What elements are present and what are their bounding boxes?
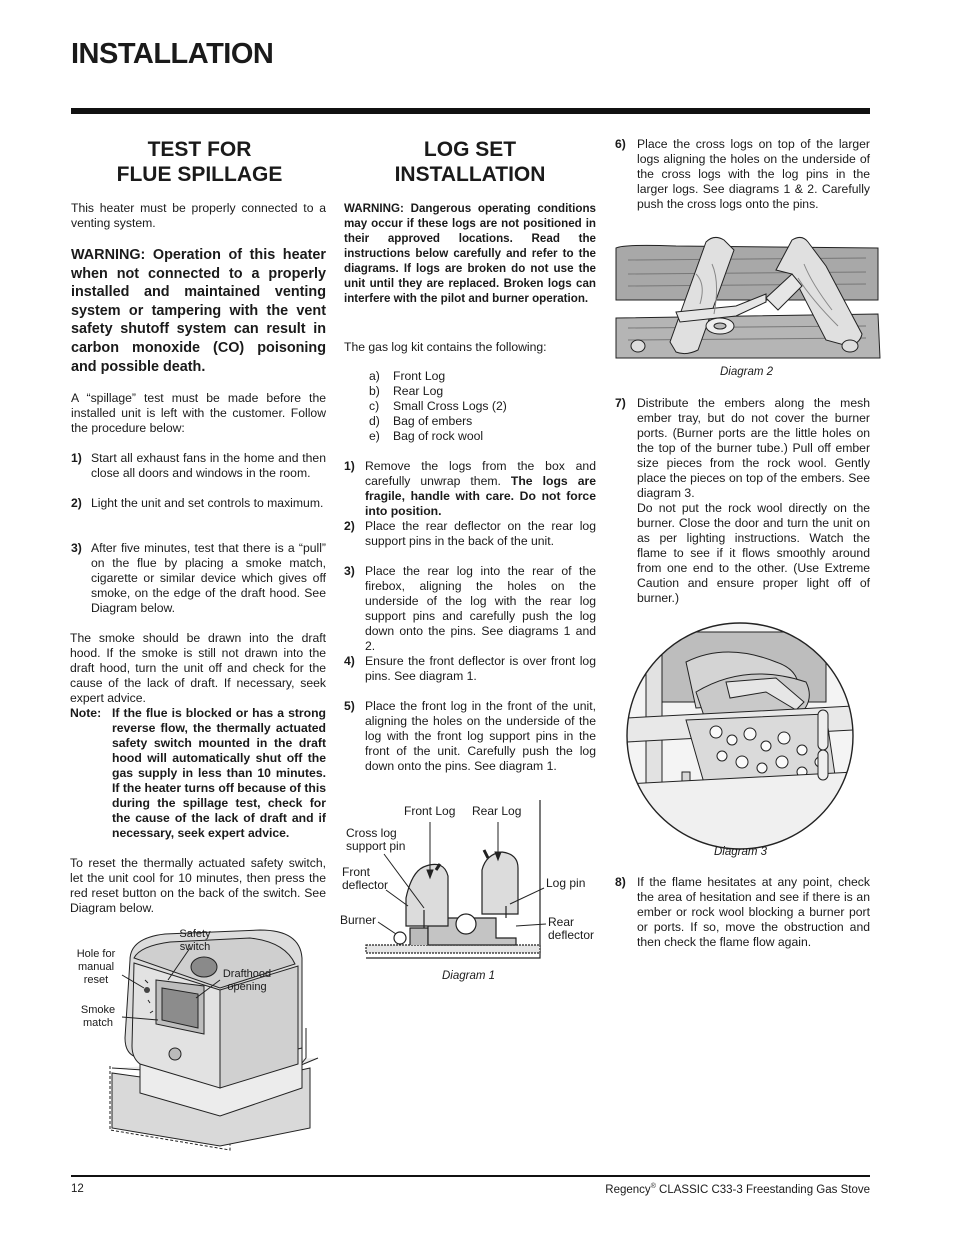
log-step-6 bbox=[615, 137, 870, 215]
kit-intro: The gas log kit contains the following: bbox=[344, 340, 547, 354]
step-number: 5) bbox=[344, 699, 355, 713]
safety-switch-label: Safety switch bbox=[179, 928, 211, 953]
step-text: Distribute the embers along the mesh ember tray, but do not cover the burner ports. (Burner ports are the little holes on the top of the burner tube.) Pull off ember size pieces from the rock wool. Gently place the pieces on top of the embers. See diagram 3. bbox=[637, 396, 870, 500]
step-7-continued: Do not put the rock wool directly on the burner. Close the door and turn the unit on as per lighting instructions. Watch the flame to see if it flows smoothly around from one end to the other. (Use Extreme Caution and ensure proper light off of burner.) bbox=[637, 501, 870, 605]
kit-item: e) Bag of rock wool bbox=[369, 429, 484, 443]
footer-rule bbox=[71, 1175, 870, 1177]
log-step-1 bbox=[344, 459, 596, 518]
step-text: Remove the logs from the box and carefully unwrap them. The logs are fragile, handle with care. Do not force into position. bbox=[365, 459, 596, 518]
footer-product: CLASSIC C33-3 Freestanding Gas Stove bbox=[655, 1183, 870, 1196]
hole-manual-reset-label: Hole for manual reset bbox=[76, 948, 116, 986]
rear-log-label: Rear Log bbox=[472, 804, 522, 818]
header-rule bbox=[71, 108, 870, 114]
flue-warning: WARNING: Operation of this heater when not connected to a properly installed and maintained venting system or tampering with the vent safety shutoff system can result in carbon monoxide (CO) poisoning and possible death. bbox=[71, 247, 326, 375]
step-text: After five minutes, test that there is a “pull” on the flue by placing a smoke match, cigarette or similar device which gives off smoke, on the edge of the draft hood. See Diagram below. bbox=[91, 541, 326, 615]
step-text: Place the rear deflector on the rear log support pins in the back of the unit. bbox=[365, 519, 596, 548]
flue-step-3 bbox=[71, 541, 326, 619]
log-step-8 bbox=[615, 875, 870, 953]
log-heading-line1: LOG SET bbox=[423, 138, 517, 161]
diagram-1-caption: Diagram 1 bbox=[442, 970, 496, 982]
step-text: Place the cross logs on top of the larger logs aligning the holes on the underside of the cross logs with the log pins in the larger logs. See diagrams 1 & 2. Carefully push the cross logs onto the pins. bbox=[637, 137, 870, 211]
front-deflector-label: Front deflector bbox=[342, 865, 389, 892]
smoke-match-label: Smoke match bbox=[80, 1004, 116, 1029]
flue-step-1 bbox=[71, 451, 326, 483]
step-number: 1) bbox=[71, 451, 82, 465]
smoke-paragraph: The smoke should be drawn into the draft hood. If the smoke is still not drawn into the draft hood, turn the unit off and check for the cause of the lack of draft. If necessary, seek expert advice. bbox=[70, 631, 326, 705]
step-text: Place the front log in the front of the unit, aligning the holes on the underside of the log with the front log support pins in the front of the unit. Carefully push the log down onto the pins. See diagram 1. bbox=[365, 699, 596, 773]
step-number: 4) bbox=[344, 654, 355, 668]
footer-brand: Regency bbox=[605, 1183, 651, 1196]
kit-item: c) Small Cross Logs (2) bbox=[369, 399, 507, 413]
kit-list bbox=[369, 369, 569, 444]
step-number: 3) bbox=[71, 541, 82, 555]
step-text: Ensure the front deflector is over front log pins. See diagram 1. bbox=[365, 654, 596, 683]
step-number: 6) bbox=[615, 137, 626, 151]
step-text: If the flame hesitates at any point, check the area of hesitation and see if there is an ember or rock wool blocking a burner port or ports. If so, move the obstruction and then check the flame flow again. bbox=[637, 875, 870, 949]
step-number: 2) bbox=[71, 496, 82, 510]
burner-label: Burner bbox=[340, 913, 377, 927]
step-number: 2) bbox=[344, 519, 355, 533]
log-step-2 bbox=[344, 519, 596, 551]
log-set-heading bbox=[344, 137, 596, 187]
kit-item: b) Rear Log bbox=[369, 384, 444, 398]
diagram-3 bbox=[626, 622, 854, 850]
cross-log-pin-label: Cross log support pin bbox=[346, 826, 406, 853]
footer-title bbox=[605, 1183, 870, 1196]
step-text: Place the rear log into the rear of the firebox, aligning the holes on the underside of the log with the rear log support pins and carefully push the log down onto the pins. See diagrams 1 and 2. bbox=[365, 564, 596, 653]
reset-hole-icon bbox=[144, 987, 150, 993]
page-number: 12 bbox=[71, 1183, 84, 1195]
flue-heading-line1: TEST FOR bbox=[147, 138, 252, 161]
step-text: Light the unit and set controls to maximum. bbox=[91, 496, 324, 510]
flue-heading-line2: FLUE SPILLAGE bbox=[116, 163, 283, 186]
step-text: Start all exhaust fans in the home and then close all doors and windows in the room. bbox=[91, 451, 326, 480]
log-step-7 bbox=[615, 396, 870, 500]
flue-spillage-heading bbox=[71, 137, 328, 187]
note-block bbox=[70, 706, 326, 846]
spillage-intro: A “spillage” test must be made before the installed unit is left with the customer. Follow the procedure below: bbox=[71, 391, 326, 435]
diagram-2 bbox=[616, 234, 882, 360]
log-warning: WARNING: Dangerous operating conditions may occur if these logs are not positioned in their approved locations. Read the instructions below carefully and refer to the diagrams. If logs are broken do not use the unit until they are replaced. Broken logs can interfere with the pilot and burner operation. bbox=[344, 202, 596, 305]
diagram-3-caption: Diagram 3 bbox=[714, 846, 768, 858]
reset-paragraph: To reset the thermally actuated safety switch, let the unit cool for 10 minutes, then press the red reset button on the back of the switch. See Diagram below. bbox=[70, 856, 326, 915]
log-heading-line2: INSTALLATION bbox=[394, 163, 546, 186]
rear-deflector-label: Rear deflector bbox=[548, 915, 595, 942]
step-number: 1) bbox=[344, 459, 355, 473]
kit-item: d) Bag of embers bbox=[369, 414, 473, 428]
drafthood-opening-label: Drafthood opening bbox=[222, 968, 272, 993]
front-log-label: Front Log bbox=[404, 804, 456, 818]
diagram-2-caption: Diagram 2 bbox=[720, 366, 774, 378]
flue-intro: This heater must be properly connected to a venting system. bbox=[71, 201, 326, 230]
note-text: If the flue is blocked or has a strong reverse flow, the thermally actuated safety switch mounted in the draft hood will automatically shut off the gas supply in less than 10 minutes. If the heater turns off because of this during the spillage test, check for the cause of the lack of draft and if necessary, seek expert advice. bbox=[112, 706, 326, 840]
log-pin-label: Log pin bbox=[546, 876, 586, 890]
footer-reg: ® bbox=[650, 1183, 656, 1190]
log-step-5 bbox=[344, 699, 596, 779]
step-number: 7) bbox=[615, 396, 626, 410]
note-label: Note: bbox=[70, 706, 102, 720]
flue-step-2 bbox=[71, 496, 326, 528]
page-title: INSTALLATION bbox=[71, 38, 274, 70]
log-step-3 bbox=[344, 564, 596, 653]
step-number: 3) bbox=[344, 564, 355, 578]
log-step-4 bbox=[344, 654, 596, 686]
step-number: 8) bbox=[615, 875, 626, 889]
kit-item: a) Front Log bbox=[369, 369, 446, 383]
